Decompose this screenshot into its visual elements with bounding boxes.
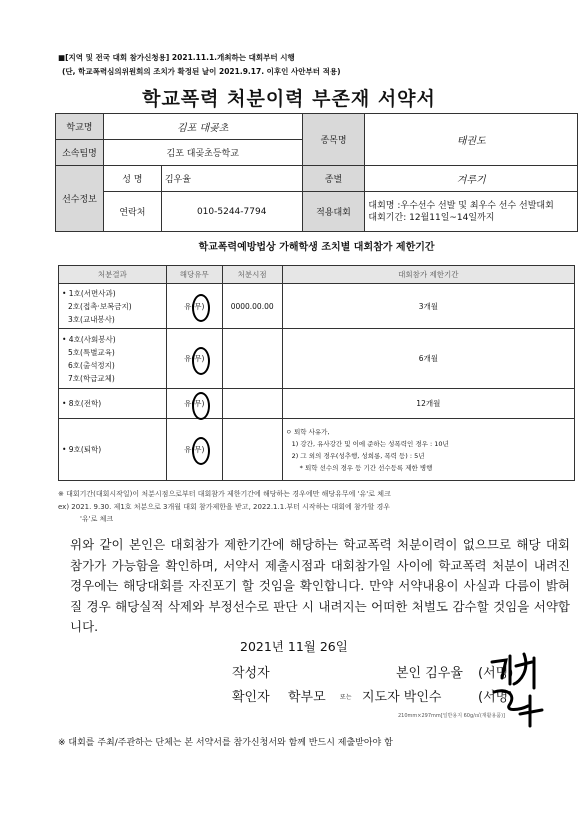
penalty-row-1-mark[interactable]: 유(무) — [166, 284, 222, 329]
penalty-row-3-date — [222, 389, 282, 419]
confirm-or: 또는 — [340, 694, 352, 701]
confirm-role: 지도자 박인수 — [362, 690, 442, 705]
name-label: 성 명 — [103, 166, 161, 192]
team-value: 김포 대곶초등학교 — [103, 140, 302, 166]
header-applicable: 해당유무 — [166, 266, 222, 284]
notice-line-1: ■[지역 및 전국 대회 참가신청용] 2021.11.1.개최하는 대회부터 시행 — [58, 53, 295, 62]
penalty-row-1-limit: 3개월 — [282, 284, 574, 329]
pledge-date: 2021년 11월 26일 — [240, 639, 348, 654]
penalty-row-4-mark[interactable]: 유(무) — [166, 419, 222, 481]
footnote-1: ※ 대회기간(대회시작일)이 처분시점으로부터 대회참가 제한기간에 해당하는 경우에만 해당유무에 '유'로 체크 — [58, 490, 391, 498]
player-info-label: 선수정보 — [56, 166, 104, 232]
penalty-row-4-limit: ㅇ 퇴학 사유가, 1) 강간, 유사강간 및 이에 준하는 성폭력인 경우 : 10년 2) 그 외의 경우(성추행, 성희롱, 폭력 등) : 5년 * 퇴학 선수의 경우 등 기간 선수등록 제한 병행 — [282, 419, 574, 481]
penalty-row-2-items: • 4호(사회봉사) 5호(특별교육) 6호(출석정지) 7호(학급교체) — [59, 329, 167, 389]
check-circle-icon — [192, 294, 210, 322]
event-label: 종목명 — [302, 114, 365, 166]
confirm-parent: 학부모 — [288, 690, 326, 705]
footnote-3: '유'로 체크 — [80, 515, 114, 523]
competition-label: 적용대회 — [302, 192, 365, 232]
check-circle-icon — [192, 392, 210, 420]
competition-period: 대회기간: 12월11일~14일까지 — [368, 212, 495, 223]
category-value: 겨루기 — [365, 166, 578, 192]
paper-size: 210mm×297mm[일반용지 60g/㎡(재활용품)] — [398, 713, 506, 719]
notice-line-2: (단, 학교폭력심의위원회의 조치가 확정된 날이 2021.9.17. 이후인 사안부터 적용) — [62, 67, 341, 76]
competition-name: 대회명 :우수선수 선발 및 최우수 선수 선발대회 — [368, 200, 554, 211]
penalty-row-4-date — [222, 419, 282, 481]
team-label: 소속팀명 — [56, 140, 104, 166]
author-sign: (서명) — [478, 666, 514, 681]
penalty-row-1-date: 0000.00.00 — [222, 284, 282, 329]
penalty-table — [58, 265, 575, 481]
document-title: 학교폭력 처분이력 부존재 서약서 — [142, 88, 436, 110]
penalty-row-3-limit: 12개월 — [282, 389, 574, 419]
penalty-row-4-items: • 9호(퇴학) — [59, 419, 167, 481]
penalty-row-2-mark[interactable]: 유(무) — [166, 329, 222, 389]
footnote-2: ex) 2021. 9.30. 제1호 처분으로 3개월 대회 참가제한을 받고, 2022.1.1.부터 시작하는 대회에 참가할 경우 — [58, 503, 390, 511]
contact-label: 연락처 — [103, 192, 161, 232]
header-limit: 대회참가 제한기간 — [282, 266, 574, 284]
penalty-row-3-items: • 8호(전학) — [59, 389, 167, 419]
penalty-subtitle: 학교폭력예방법상 가해학생 조치별 대회참가 제한기간 — [198, 242, 435, 253]
author-label: 작성자 — [232, 666, 270, 681]
penalty-row-2-date — [222, 329, 282, 389]
confirm-sign: (서명) — [478, 690, 514, 705]
footer-note: ※ 대회를 주최/주관하는 단체는 본 서약서를 참가신청서와 함께 반드시 제출받아야 함 — [58, 738, 393, 748]
confirm-label: 확인자 — [232, 690, 270, 705]
author-role: 본인 김우율 — [396, 666, 463, 681]
pledge-body: 위와 같이 본인은 대회참가 제한기간에 해당하는 학교폭력 처분이력이 없으므로 해당 대회 참가가 가능함을 확인하며, 서약서 제출시점과 대회참가일 사이에 학교폭력 처분이 내려진 경우에는 해당대회를 자진포기 할 것임을 확인합니다. 만약 서약내용이 사실과 다름이 밝혀질 경우 해당실적 삭제와 부정선수로 판단 시 내려지는 어떠한 처벌도 감수할 것임을 서약합니다. — [70, 537, 570, 634]
category-label: 종별 — [302, 166, 365, 192]
contact-value: 010-5244-7794 — [161, 192, 302, 232]
name-value: 김우율 — [161, 166, 302, 192]
penalty-row-2-limit: 6개월 — [282, 329, 574, 389]
school-value: 김포 대곶초 — [103, 114, 302, 140]
school-label: 학교명 — [56, 114, 104, 140]
check-circle-icon — [192, 347, 210, 375]
header-date: 처분시점 — [222, 266, 282, 284]
penalty-row-3-mark[interactable]: 유(무) — [166, 389, 222, 419]
info-table — [55, 113, 578, 232]
header-result: 처분결과 — [59, 266, 167, 284]
penalty-row-1-items: • 1호(서면사과) 2호(접촉·보복금지) 3호(교내봉사) — [59, 284, 167, 329]
check-circle-icon — [192, 437, 210, 465]
event-value: 태권도 — [365, 114, 578, 166]
